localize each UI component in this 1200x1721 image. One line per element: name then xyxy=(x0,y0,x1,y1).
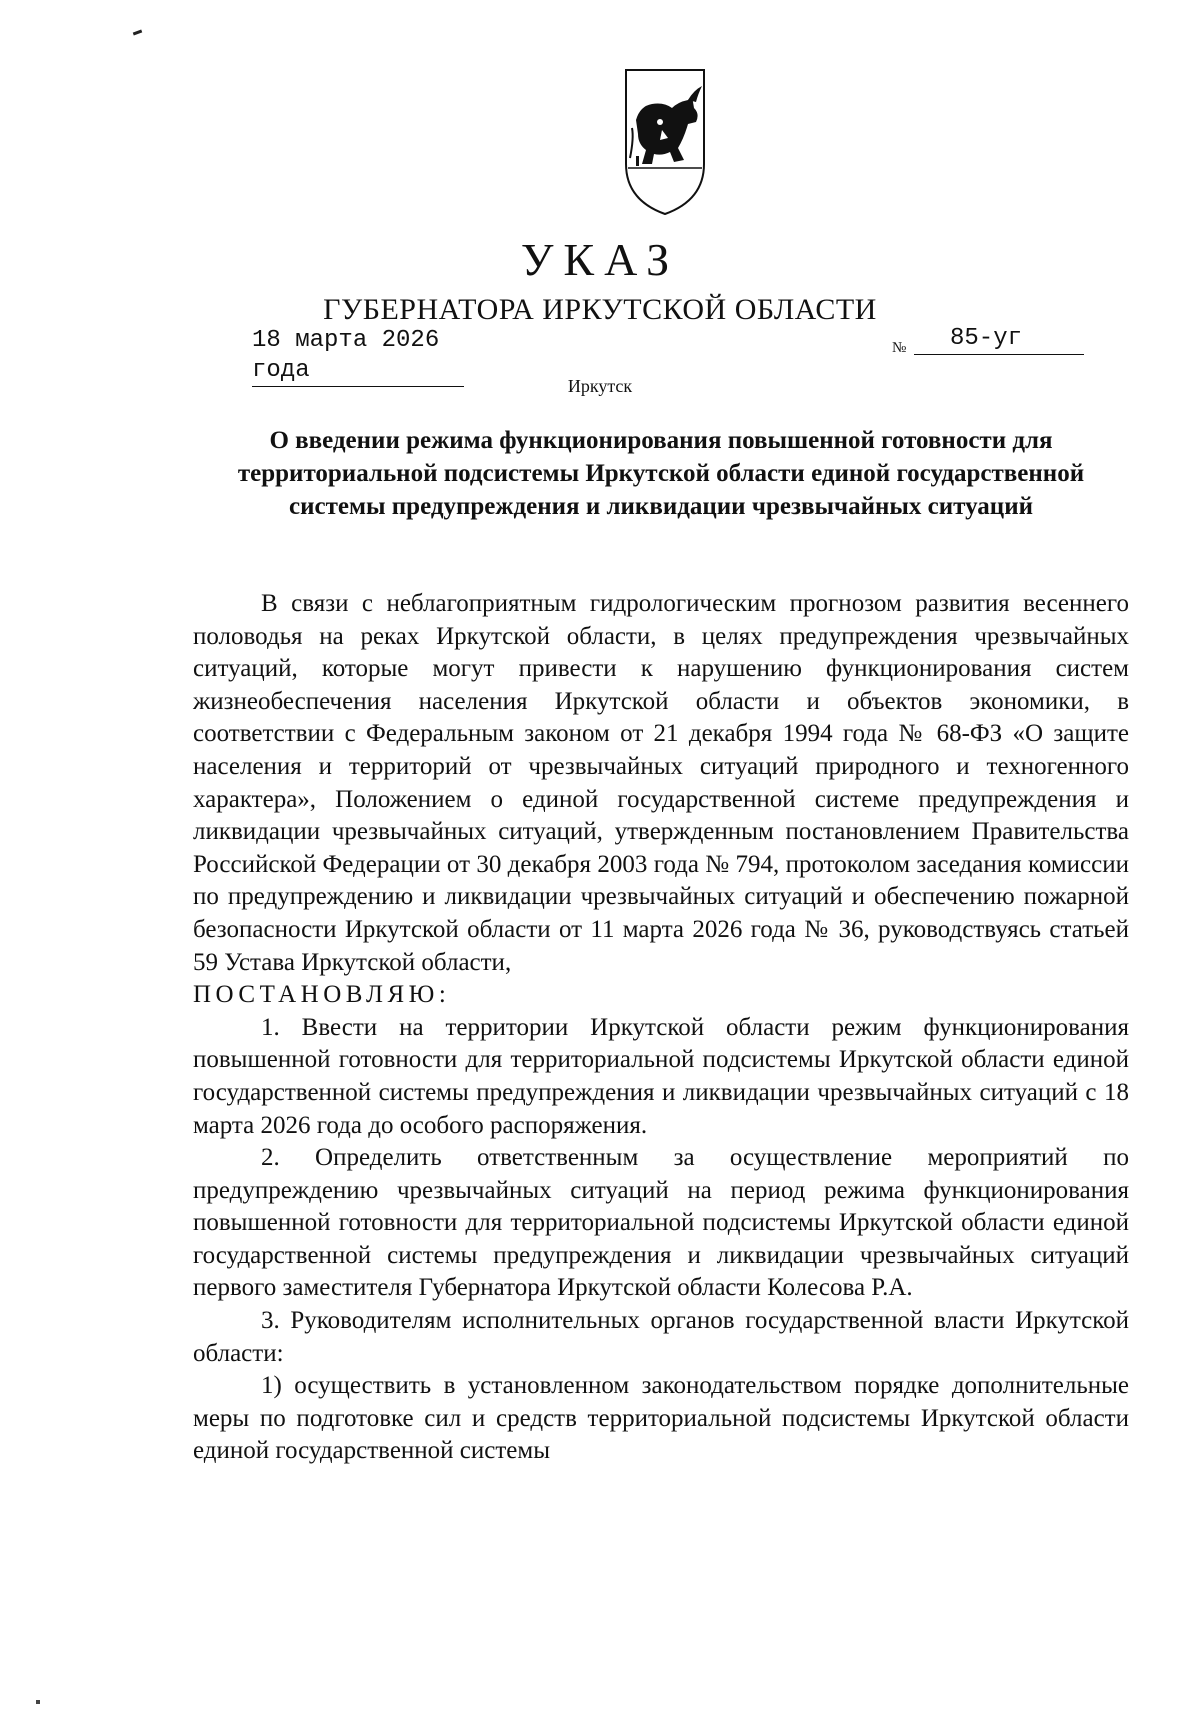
clause-1: 1. Ввести на территории Иркутской области режим функционирования повышенной готовности для территориальной подсистемы Иркутской области единой государственной системы предупреждения и ликвидации чрезвычайных ситуаций с 18 марта 2026 года до особого распоряжения. xyxy=(193,1013,1129,1139)
number-label: № xyxy=(892,340,907,356)
issuer-title: ГУБЕРНАТОРА ИРКУТСКОЙ ОБЛАСТИ xyxy=(323,293,877,326)
preamble-paragraph: В связи с неблагоприятным гидрологическим прогнозом развития весеннего половодья на реках Иркутской области, в целях предупреждения чрезвычайных ситуаций, которые могут привести к нарушению функционирования систем жизнеобеспечения населения Иркутской области и объектов экономики, в соответствии с Федеральным законом от 21 декабря 1994 года № 68-ФЗ «О защите населения и территорий от чрезвычайных ситуаций природного и техногенного характера», Положением о единой государственной системе предупреждения и ликвидации чрезвычайных ситуаций, утвержденным постановлением Правительства Российской Федерации от 30 декабря 2003 года № 794, протоколом заседания комиссии по предупреждению и ликвидации чрезвычайных ситуаций и обеспечению пожарной безопасности Иркутской области от 11 марта 2026 года № 36, руководствуясь статьей 59 Устава Иркутской области, xyxy=(193,590,1129,976)
scan-mark xyxy=(133,30,142,36)
document-heading: О введении режима функционирования повышенной готовности для территориальной подсистемы Иркутской области единой государственной системы предупреждения и ликвидации чрезвычайных ситуаций xyxy=(237,427,1085,520)
document-date: 18 марта 2026 года xyxy=(252,326,464,387)
clause-3: 3. Руководителям исполнительных органов государственной власти Иркутской области: xyxy=(193,1307,1129,1367)
clause-3-1: 1) осуществить в установленном законодательством порядке дополнительные меры по подготовке сил и средств территориальной подсистемы Иркутской области единой государственной системы xyxy=(193,1372,1129,1465)
clause-2: 2. Определить ответственным за осуществление мероприятий по предупреждению чрезвычайных ситуаций на период режима функционирования повышенной готовности для территориальной подсистемы Иркутской области единой государственной системы предупреждения и ликвидации чрезвычайных ситуаций первого заместителя Губернатора Иркутской области Колесова Р.А. xyxy=(193,1144,1129,1302)
city-name: Иркутск xyxy=(567,376,633,396)
document-number: 85-уг xyxy=(914,324,1084,355)
coat-of-arms-icon xyxy=(622,68,708,216)
resolve-word: ПОСТАНОВЛЯЮ: xyxy=(193,981,451,1009)
document-type-title: УКАЗ xyxy=(520,234,680,285)
document-body xyxy=(193,588,1129,1468)
scan-mark xyxy=(36,1700,40,1704)
